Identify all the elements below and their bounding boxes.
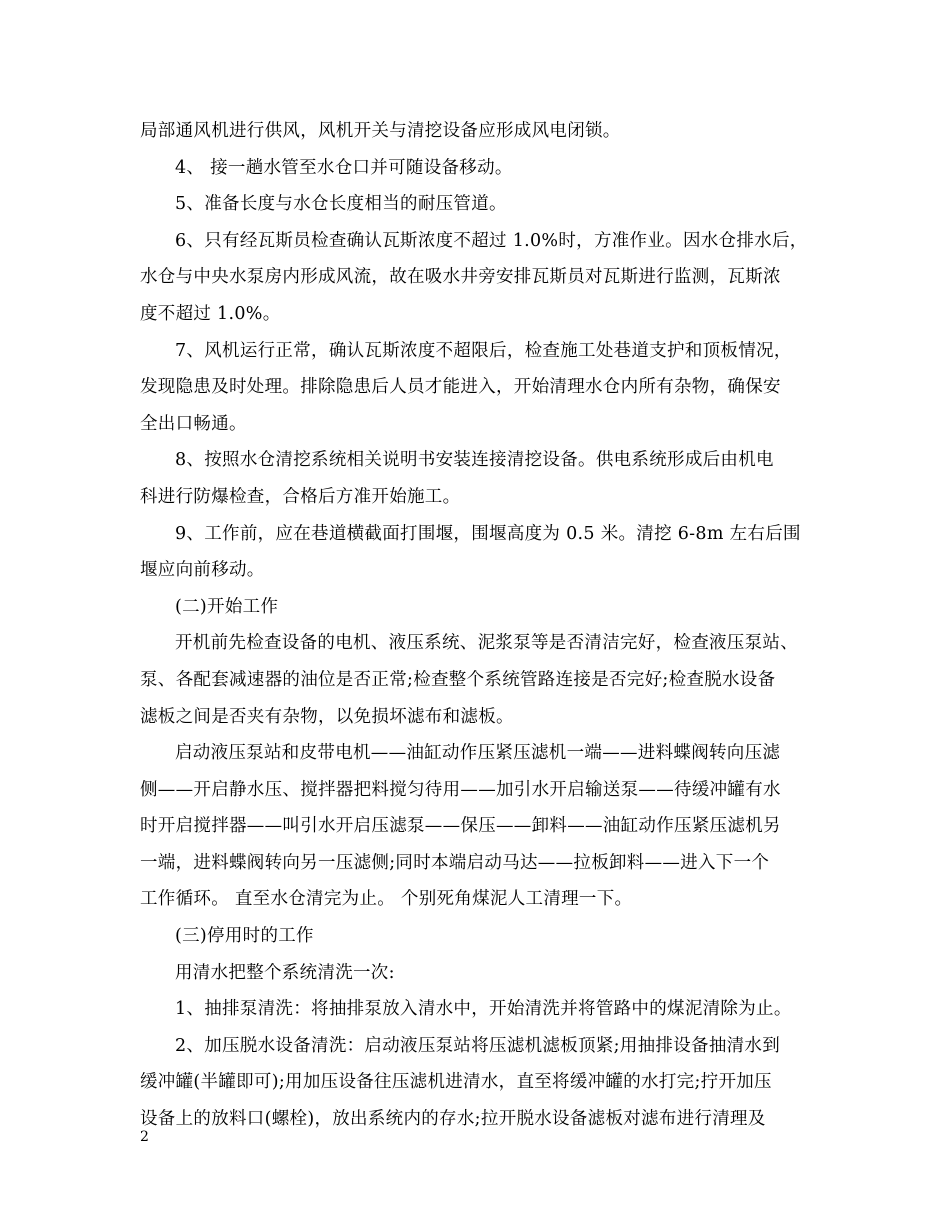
text-line: 侧——开启静水压、搅拌器把料搅匀待用——加引水开启输送泵——待缓冲罐有水 [140,779,781,800]
text-line: 缓冲罐(半罐即可);用加压设备往压滤机进清水，直至将缓冲罐的水打完;拧开加压 [140,1072,772,1093]
paragraph [140,223,835,333]
paragraph [140,625,835,735]
paragraph [140,918,835,955]
paragraph [140,735,835,918]
text-line: 局部通风机进行供风，风机开关与清挖设备应形成风电闭锁。 [140,121,621,141]
text-line: 水仓与中央水泵房内形成风流，故在吸水井旁安排瓦斯员对瓦斯进行监测，瓦斯浓 [140,267,781,288]
text-line: 堰应向前移动。 [140,560,265,581]
text-line: 度不超过 1.0%。 [140,303,281,324]
text-line: 科进行防爆检查，合格后方准开始施工。 [140,486,461,507]
text-line: 1、抽排泵清洗：将抽排泵放入清水中，开始清洗并将管路中的煤泥清除为止。 [175,999,792,1020]
text-line: 时开启搅拌器——叫引水开启压滤泵——保压——卸料——油缸动作压紧压滤机另 [140,816,781,837]
paragraph [140,589,835,626]
paragraph [140,516,835,589]
text-line: 6、只有经瓦斯员检查确认瓦斯浓度不超过 1.0%时，方准作业。因水仓排水后， [175,230,808,251]
text-line: 8、按照水仓清挖系统相关说明书安装连接清挖设备。供电系统形成后由机电 [175,450,774,471]
document-body [140,113,835,1138]
page-number: 2 [140,1129,149,1145]
paragraph [140,333,835,443]
text-line: 4、 接一趟水管至水仓口并可随设备移动。 [175,157,513,178]
text-line: 滤板之间是否夹有杂物，以免损坏滤布和滤板。 [140,706,514,727]
paragraph [140,150,835,187]
text-line: 启动液压泵站和皮带电机——油缸动作压紧压滤机一端——进料蝶阀转向压滤 [175,743,781,764]
text-line: 泵、各配套减速器的油位是否正常;检查整个系统管路连接是否完好;检查脱水设备 [140,669,776,690]
text-line: 工作循环。 直至水仓清完为止。 个别死角煤泥人工清理一下。 [140,889,633,910]
paragraph [140,1028,835,1138]
text-line: (三)停用时的工作 [175,926,314,947]
text-line: 7、风机运行正常，确认瓦斯浓度不超限后，检查施工处巷道支护和顶板情况， [175,340,792,361]
text-line: 一端，进料蝶阀转向另一压滤侧;同时本端启动马达——拉板卸料——进入下一个 [140,852,770,873]
text-line: 用清水把整个系统清洗一次: [175,962,395,983]
text-line: 5、准备长度与水仓长度相当的耐压管道。 [175,194,507,215]
paragraph [140,955,835,992]
text-line: 设备上的放料口(螺栓)，放出系统内的存水;拉开脱水设备滤板对滤布进行清理及 [140,1109,766,1130]
text-line: 2、加压脱水设备清洗：启动液压泵站将压滤机滤板顶紧;用抽排设备抽清水到 [175,1035,781,1056]
text-line: 全出口畅通。 [140,413,247,434]
text-line: 发现隐患及时处理。排除隐患后人员才能进入，开始清理水仓内所有杂物，确保安 [140,377,781,398]
text-line: 9、工作前，应在巷道横截面打围堰，围堰高度为 0.5 米。清挖 6-8m 左右后围 [175,523,801,544]
paragraph [140,186,835,223]
paragraph [140,113,835,150]
paragraph [140,991,835,1028]
text-line: (二)开始工作 [175,596,279,617]
paragraph [140,442,835,515]
text-line: 开机前先检查设备的电机、液压系统、泥浆泵等是否清洁完好，检查液压泵站、 [175,633,798,654]
